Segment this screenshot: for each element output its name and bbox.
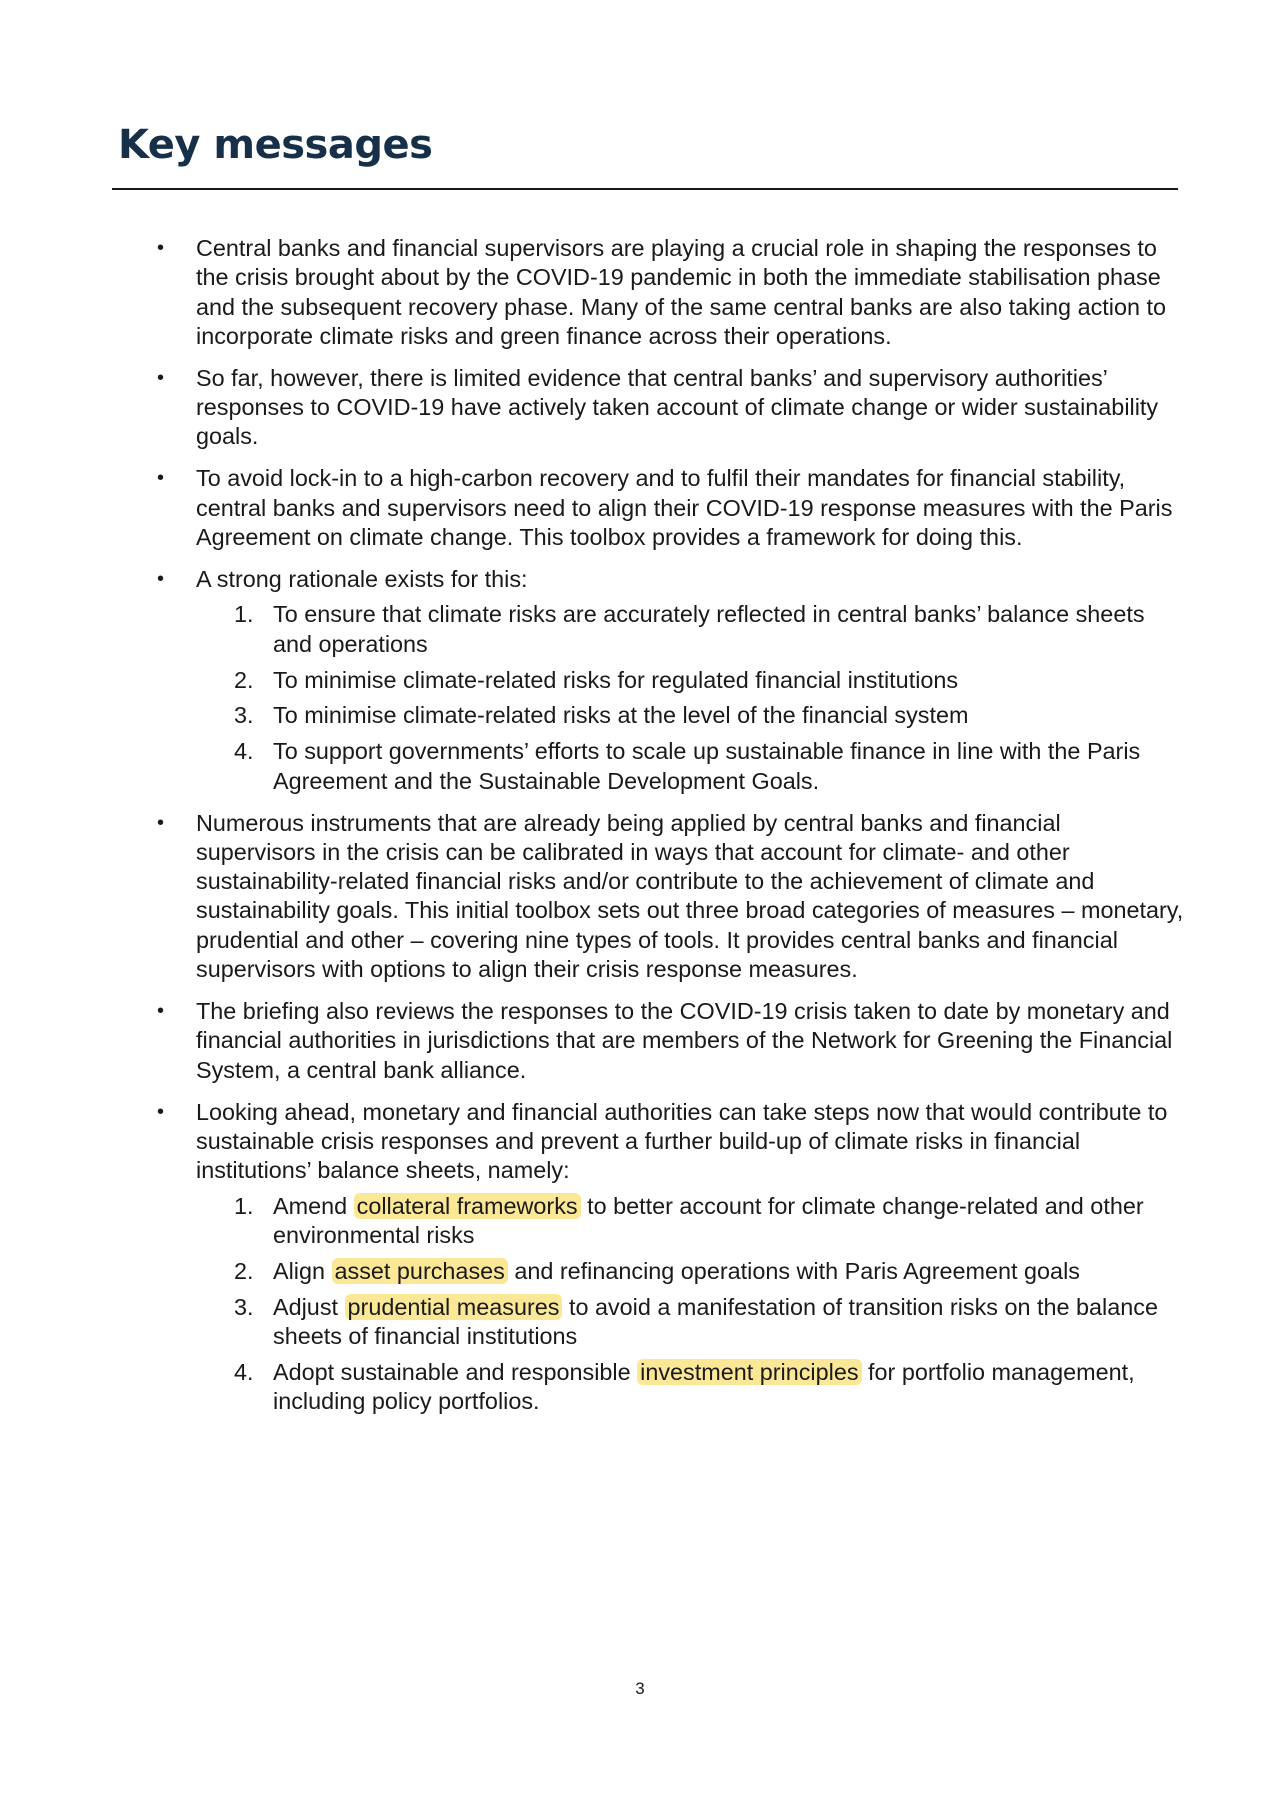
numbered-item: [196, 1257, 1186, 1286]
bullet-text: Looking ahead, monetary and financial authorities can take steps now that would contribute to sustainable crisis responses and prevent a further build-up of climate risks in financial institutions’ balance sheets, namely:: [196, 1098, 1168, 1184]
numbered-item: [196, 666, 1186, 695]
bullet-icon: •: [157, 1100, 165, 1123]
numbered-item: [196, 1192, 1186, 1251]
bullet-item: [146, 234, 1186, 351]
item-text: To minimise climate-related risks for regulated financial institutions: [273, 666, 959, 693]
item-text-post: for portfolio management, including policy portfolios.: [273, 1358, 1135, 1415]
item-text-post: and refinancing operations with Paris Agreement goals: [514, 1257, 1080, 1284]
item-text-post: to better account for climate change-related and other environmental risks: [273, 1192, 1144, 1248]
numbered-item: [196, 1293, 1186, 1352]
bullet-text: Numerous instruments that are already being applied by central banks and financial supervisors in the crisis can be calibrated in ways that account for climate- and other sustainability-related financial risks and/or contribute to the achievement of climate and sustainability goals. This initial toolbox sets out three broad categories of measures – monetary, prudential and other – covering nine types of tools. It provides central banks and financial supervisors with options to align their crisis response measures.: [196, 809, 1184, 983]
item-number: 1.: [234, 601, 254, 628]
bullet-icon: •: [157, 366, 165, 389]
item-text: To ensure that climate risks are accurately reflected in central banks’ balance sheets and operations: [273, 601, 1145, 657]
bullet-text: The briefing also reviews the responses to the COVID-19 crisis taken to date by monetary and financial authorities in jurisdictions that are members of the Network for Greening the Financial System, a central bank alliance.: [196, 998, 1173, 1083]
bullet-icon: •: [157, 1000, 165, 1023]
highlighted-term: prudential measures: [345, 1294, 563, 1320]
item-number: 4.: [234, 738, 254, 765]
item-number: 4.: [234, 1358, 254, 1385]
item-number: 3.: [234, 1293, 254, 1320]
item-text-pre: Adopt sustainable and responsible: [273, 1358, 631, 1385]
page-number: 3: [635, 1679, 645, 1698]
item-text-post: to avoid a manifestation of transition risks on the balance sheets of financial institutions: [273, 1293, 1158, 1349]
bullet-text: To avoid lock-in to a high-carbon recovery and to fulfil their mandates for financial stability, central banks and supervisors need to align their COVID-19 response measures with the Paris Agreement on climate change. This toolbox provides a framework for doing this.: [196, 465, 1173, 551]
bullet-icon: •: [157, 237, 165, 259]
bullet-icon: •: [157, 467, 165, 490]
bullet-text: A strong rationale exists for this:: [196, 566, 528, 593]
bullet-icon: •: [157, 811, 165, 834]
numbered-item: [196, 1358, 1186, 1417]
item-number: 2.: [234, 666, 254, 693]
item-number: 3.: [234, 702, 254, 729]
highlighted-term: collateral frameworks: [354, 1193, 581, 1219]
title-divider: [112, 188, 1178, 190]
item-text: To support governments’ efforts to scale up sustainable finance in line with the Paris Agreement and the Sustainable Development Goals.: [273, 738, 1141, 794]
rationale-list: [196, 600, 1186, 796]
steps-list: [196, 1192, 1186, 1417]
bullet-item: [146, 464, 1186, 552]
item-text-pre: Adjust: [273, 1293, 339, 1320]
item-number: 2.: [234, 1257, 254, 1284]
bullet-item: [146, 1098, 1186, 1417]
key-messages-list: [146, 234, 1186, 1429]
item-text-pre: Amend: [273, 1192, 348, 1219]
bullet-icon: •: [157, 568, 165, 591]
bullet-item: [146, 364, 1186, 452]
item-text-pre: Align: [273, 1257, 326, 1284]
bullet-item: [146, 997, 1186, 1085]
highlighted-term: asset purchases: [332, 1258, 508, 1284]
highlighted-term: investment principles: [637, 1359, 861, 1385]
page-title: Key messages: [118, 122, 433, 168]
bullet-text: Central banks and financial supervisors are playing a crucial role in shaping the responses to the crisis brought about by the COVID-19 pandemic in both the immediate stabilisation phase and the subsequent recovery phase. Many of the same central banks are also taking action to incorporate climate risks and green finance across their operations.: [196, 235, 1166, 349]
item-text: To minimise climate-related risks at the level of the financial system: [273, 702, 969, 729]
numbered-item: [196, 600, 1186, 659]
numbered-item: [196, 737, 1186, 796]
bullet-item: [146, 809, 1186, 985]
numbered-item: [196, 701, 1186, 730]
item-number: 1.: [234, 1192, 254, 1219]
bullet-text: So far, however, there is limited evidence that central banks’ and supervisory authorities’ responses to COVID-19 have actively taken account of climate change or wider sustainability goals.: [196, 364, 1159, 450]
bullet-item: [146, 565, 1186, 796]
